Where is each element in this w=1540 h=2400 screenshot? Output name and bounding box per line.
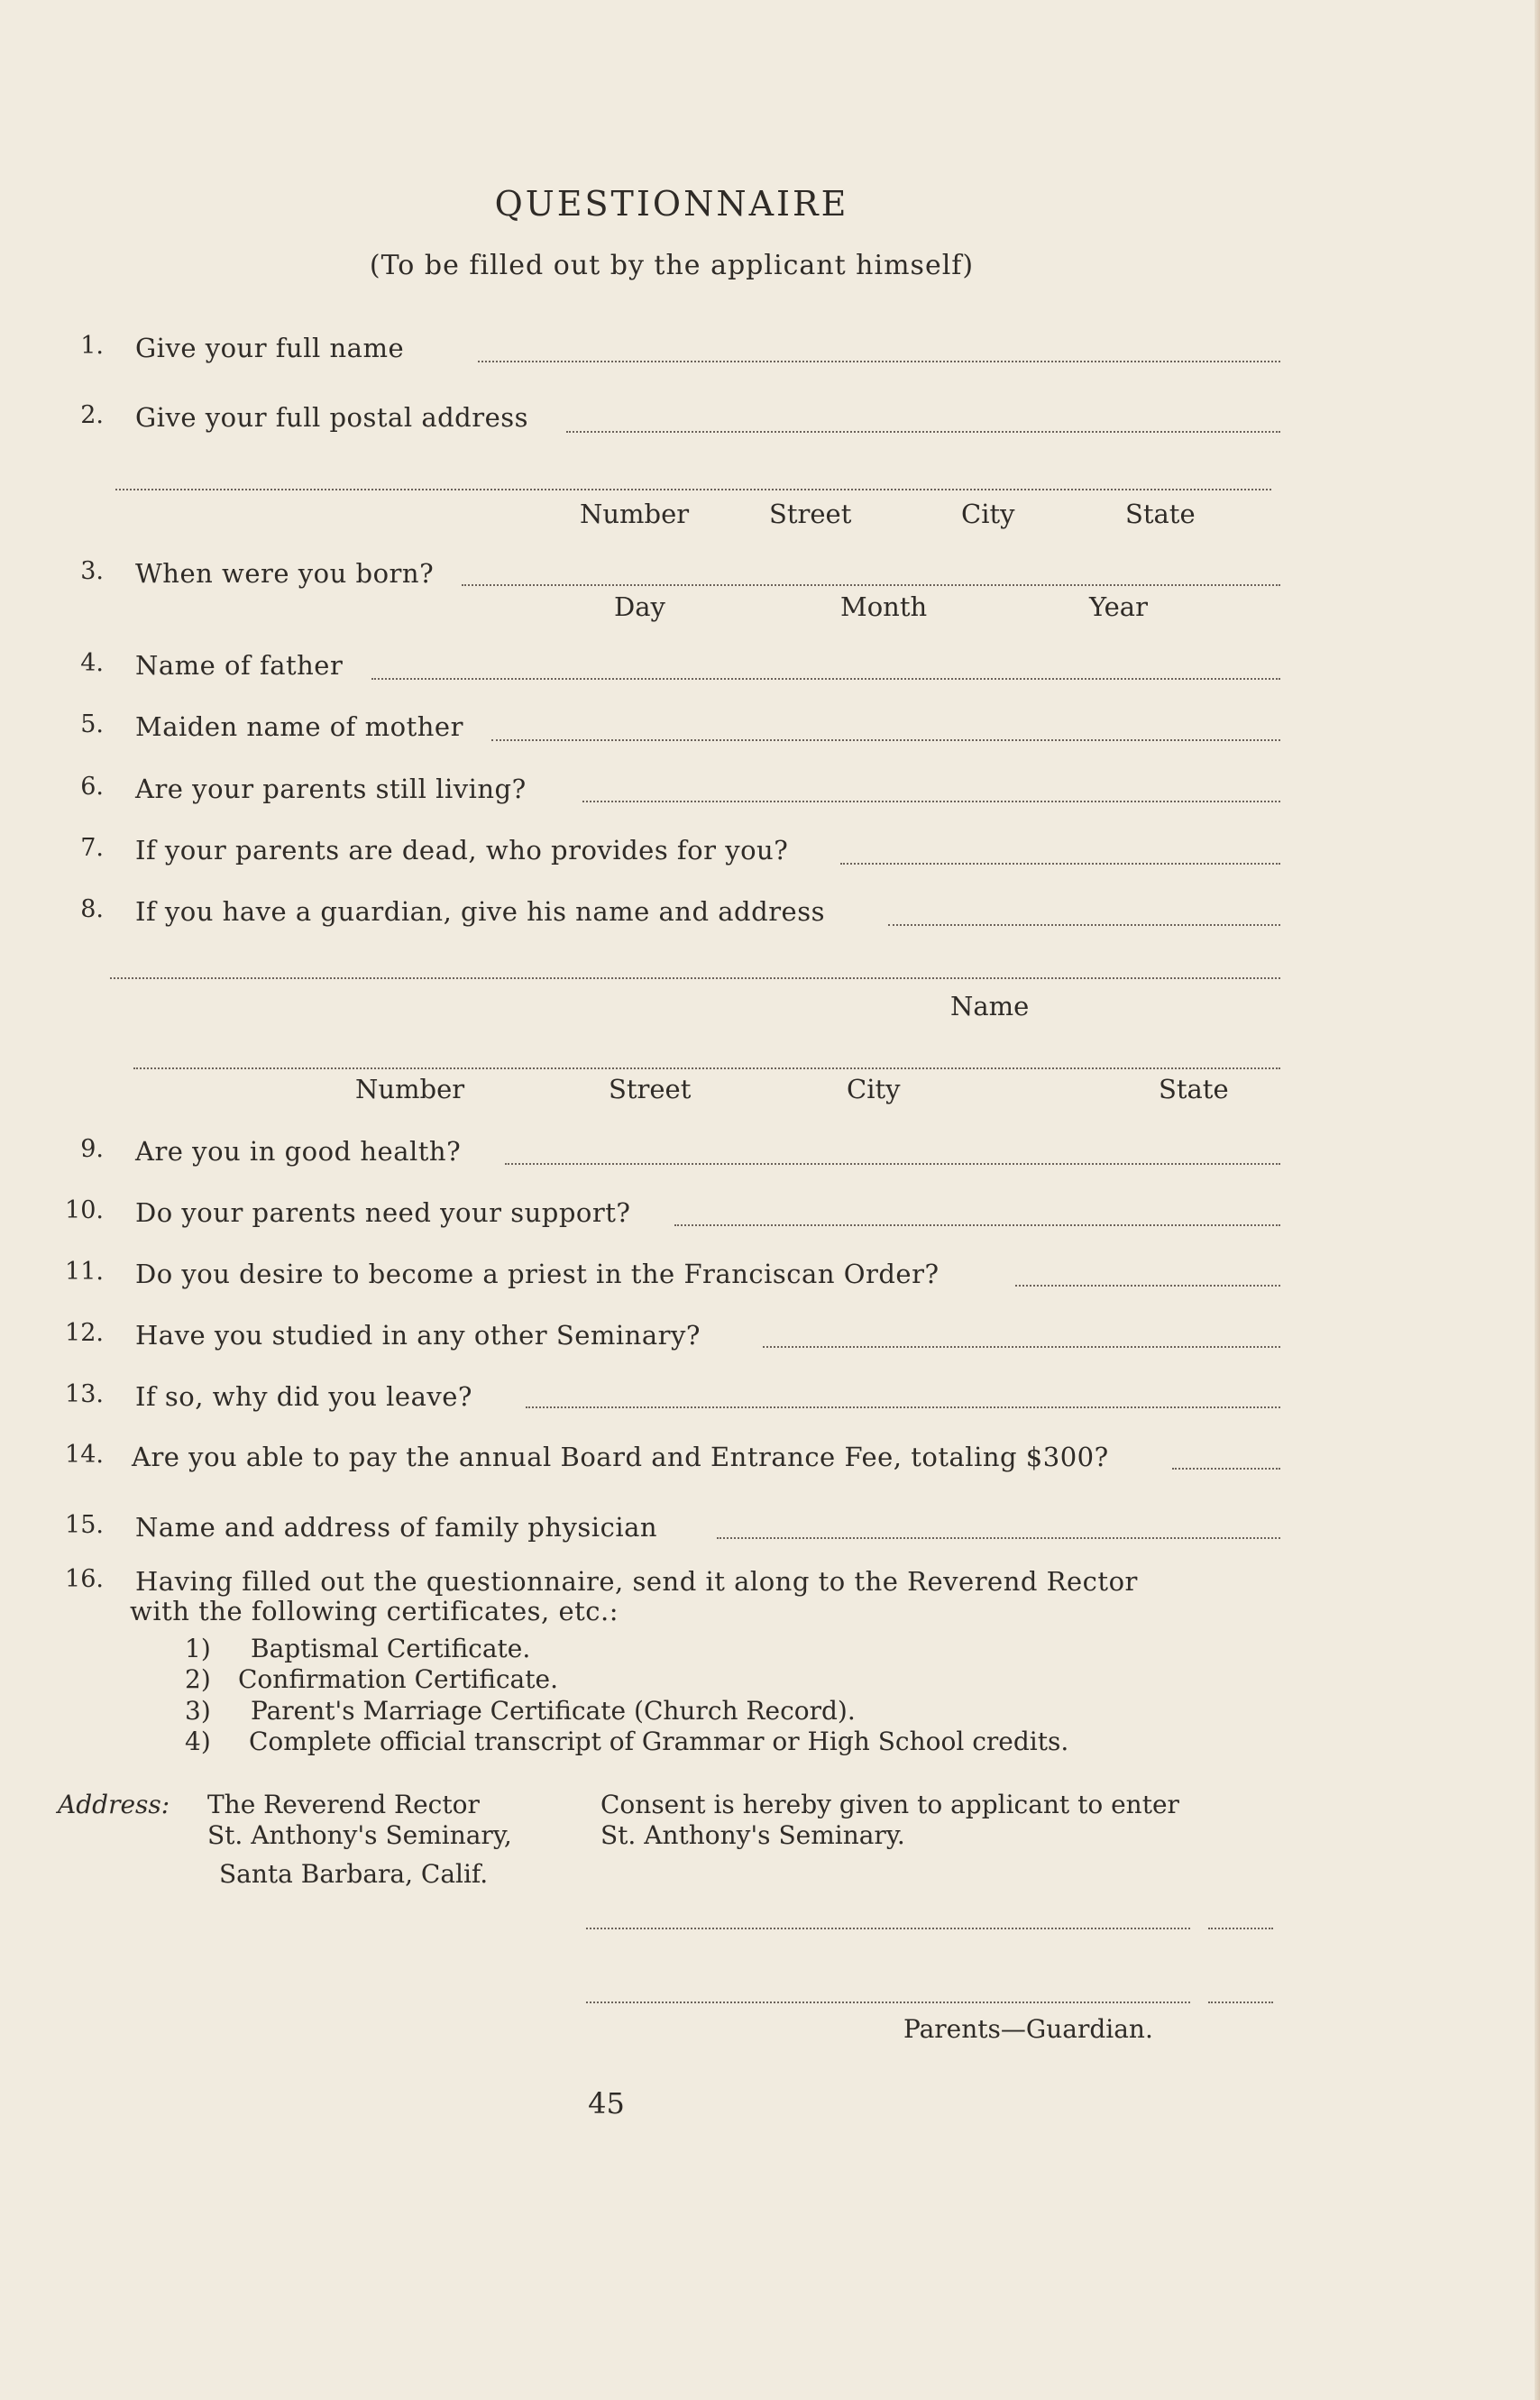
page-subtitle: (To be filled out by the applicant himself) — [369, 250, 975, 281]
question-label: Name of father — [135, 650, 344, 681]
page-number: 45 — [588, 2086, 625, 2121]
address-line: The Reverend Rector — [207, 1790, 480, 1819]
answer-line-mother[interactable] — [491, 739, 1280, 741]
consent-text: Consent is hereby given to applicant to enter — [600, 1790, 1179, 1819]
question-label: Are your parents still living? — [135, 774, 527, 804]
sublabel-guardian-name: Name — [950, 991, 1030, 1021]
question-number: 5. — [80, 710, 104, 738]
signature-line-2-end — [1208, 2002, 1273, 2003]
certificate-item: Confirmation Certificate. — [238, 1664, 558, 1694]
signature-line-1-end — [1208, 1928, 1273, 1929]
answer-line-health[interactable] — [505, 1163, 1280, 1165]
question-label-continued: with the following certificates, etc.: — [130, 1596, 619, 1626]
question-number: 3. — [80, 557, 104, 585]
sublabel-state: State — [1125, 499, 1196, 529]
signature-line-2[interactable] — [586, 2002, 1190, 2003]
answer-line-full-name[interactable] — [478, 361, 1280, 362]
sublabel-guardian-number: Number — [355, 1074, 465, 1104]
question-label: When were you born? — [135, 558, 435, 589]
sublabel-street: Street — [769, 499, 852, 529]
question-number: 13. — [65, 1380, 104, 1408]
question-number: 6. — [80, 773, 104, 801]
sublabel-guardian-state: State — [1159, 1074, 1229, 1104]
answer-line-leave-reason[interactable] — [526, 1406, 1280, 1408]
question-number: 7. — [80, 834, 104, 862]
signature-line-1[interactable] — [586, 1928, 1190, 1929]
signature-label: Parents—Guardian. — [903, 2014, 1153, 2044]
answer-line-physician[interactable] — [717, 1537, 1280, 1539]
certificate-number: 3) — [185, 1696, 211, 1726]
answer-line-guardian-address[interactable] — [133, 1067, 1280, 1069]
question-label: Have you studied in any other Seminary? — [135, 1320, 701, 1351]
question-number: 15. — [65, 1511, 104, 1539]
question-number: 9. — [80, 1135, 104, 1163]
question-label: If so, why did you leave? — [135, 1381, 472, 1412]
certificate-item: Complete official transcript of Grammar or High School credits. — [249, 1727, 1069, 1756]
question-label: Are you able to pay the annual Board and Entrance Fee, totaling $300? — [132, 1442, 1109, 1472]
answer-line-other-seminary[interactable] — [763, 1346, 1280, 1348]
question-label: If you have a guardian, give his name and address — [135, 896, 825, 927]
answer-line-fee[interactable] — [1172, 1468, 1280, 1470]
page-edge — [1535, 0, 1540, 2400]
answer-line-parents-living[interactable] — [582, 801, 1280, 802]
question-label: If your parents are dead, who provides for you? — [135, 835, 789, 866]
question-label: Give your full name — [135, 333, 405, 363]
answer-line-provider[interactable] — [840, 863, 1280, 865]
certificate-item: Baptismal Certificate. — [251, 1634, 531, 1663]
question-number: 10. — [65, 1196, 104, 1224]
question-number: 4. — [80, 649, 104, 677]
address-line: St. Anthony's Seminary, — [207, 1820, 512, 1850]
certificate-number: 1) — [185, 1634, 211, 1663]
certificate-number: 4) — [185, 1727, 211, 1756]
answer-line-birth-date[interactable] — [462, 584, 1280, 586]
question-label: Do your parents need your support? — [135, 1197, 631, 1228]
question-number: 16. — [65, 1565, 104, 1593]
question-label: Give your full postal address — [135, 402, 529, 433]
sublabel-month: Month — [840, 591, 928, 622]
question-label: Do you desire to become a priest in the Franciscan Order? — [135, 1259, 940, 1289]
question-number: 14. — [65, 1441, 104, 1469]
certificate-number: 2) — [185, 1664, 211, 1694]
question-label: Name and address of family physician — [135, 1512, 658, 1543]
sublabel-day: Day — [614, 591, 665, 622]
answer-line-priest[interactable] — [1015, 1285, 1280, 1287]
address-line: Santa Barbara, Calif. — [219, 1859, 489, 1889]
question-label: Maiden name of mother — [135, 711, 463, 742]
question-label: Having filled out the questionnaire, send it along to the Reverend Rector — [135, 1566, 1138, 1597]
consent-text: St. Anthony's Seminary. — [600, 1820, 905, 1850]
question-number: 1. — [80, 332, 104, 360]
answer-line-guardian-name[interactable] — [110, 977, 1280, 979]
answer-line-support[interactable] — [674, 1224, 1280, 1226]
address-label: Address: — [58, 1790, 170, 1819]
answer-line-postal-address-2[interactable] — [115, 489, 1271, 490]
answer-line-guardian[interactable] — [888, 924, 1280, 926]
page-title: QUESTIONNAIRE — [494, 184, 849, 224]
certificate-item: Parent's Marriage Certificate (Church Record). — [251, 1696, 856, 1726]
answer-line-father[interactable] — [371, 678, 1280, 680]
sublabel-guardian-city: City — [847, 1074, 901, 1104]
question-label: Are you in good health? — [135, 1136, 462, 1167]
sublabel-guardian-street: Street — [609, 1074, 692, 1104]
question-number: 8. — [80, 895, 104, 923]
sublabel-city: City — [961, 499, 1015, 529]
answer-line-postal-address[interactable] — [566, 431, 1280, 433]
question-number: 2. — [80, 401, 104, 429]
question-number: 12. — [65, 1319, 104, 1347]
sublabel-number: Number — [580, 499, 690, 529]
question-number: 11. — [65, 1258, 104, 1286]
sublabel-year: Year — [1089, 591, 1148, 622]
